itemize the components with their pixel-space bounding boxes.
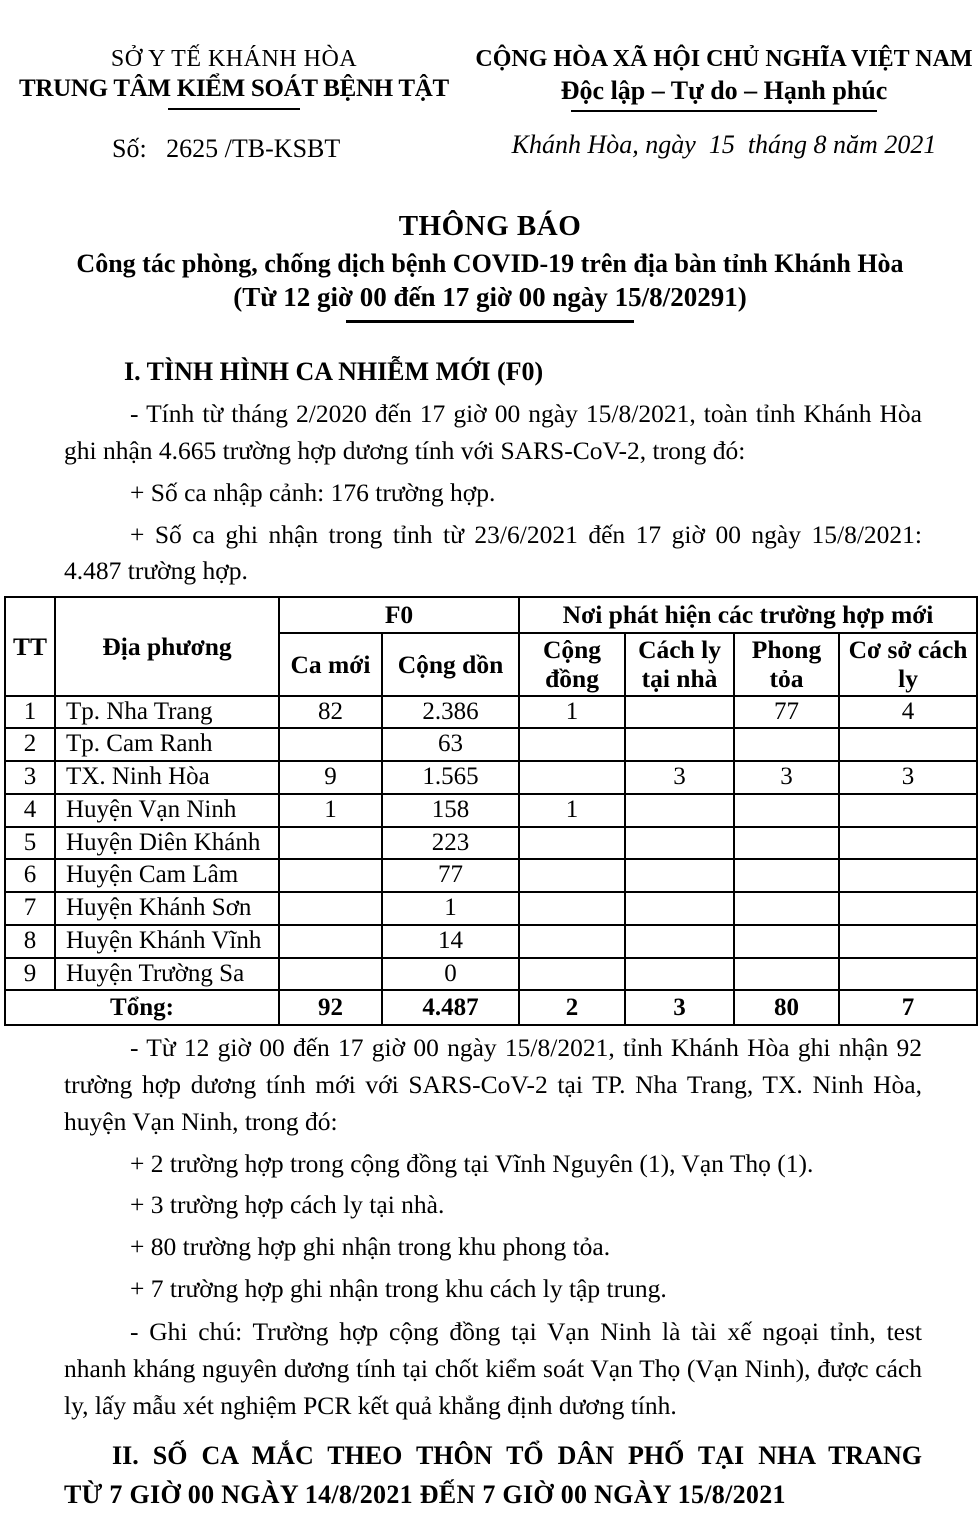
cell-community	[519, 925, 625, 958]
paragraph: + 3 trường hợp cách ly tại nhà.	[130, 1190, 445, 1220]
table-row	[5, 794, 977, 827]
cell-total-facility: 7	[839, 990, 977, 1025]
cell-total-label: Tổng:	[5, 990, 279, 1025]
col-header-cumulative: Cộng dồn	[382, 633, 519, 696]
cell-community	[519, 761, 625, 794]
cell-facility	[839, 958, 977, 991]
cell-tt: 4	[5, 794, 55, 827]
table-row	[5, 728, 977, 761]
cell-lockdown: 3	[734, 761, 839, 794]
document-timerange: (Từ 12 giờ 00 đến 17 giờ 00 ngày 15/8/20291)	[233, 282, 747, 312]
cell-new	[279, 827, 382, 860]
table-row	[5, 696, 977, 729]
cell-cumulative: 158	[382, 794, 519, 827]
paragraph: + 2 trường hợp trong cộng đồng tại Vĩnh Nguyên (1), Vạn Thọ (1).	[130, 1148, 814, 1178]
col-header-new-cases: Ca mới	[279, 633, 382, 696]
cell-tt: 2	[5, 728, 55, 761]
paragraph: + Số ca ghi nhận trong tỉnh từ 23/6/2021 đến 17 giờ 00 ngày 15/8/2021: 4.487 trường hợp.	[64, 519, 922, 586]
section-1	[0, 353, 980, 590]
cell-location: Tp. Cam Ranh	[55, 728, 279, 761]
document-subtitle: Công tác phòng, chống dịch bệnh COVID-19 trên địa bàn tỉnh Khánh Hòa	[76, 249, 904, 278]
paragraph: + 80 trường hợp ghi nhận trong khu phong tỏa.	[130, 1232, 611, 1261]
cell-total-cumulative: 4.487	[382, 990, 519, 1025]
col-header-tt: TT	[5, 597, 55, 696]
cell-new: 1	[279, 794, 382, 827]
cell-new	[279, 958, 382, 991]
cell-cumulative: 63	[382, 728, 519, 761]
col-header-lockdown: Phong tỏa	[734, 633, 839, 696]
cell-tt: 7	[5, 892, 55, 925]
paragraph: - Tính từ tháng 2/2020 đến 17 giờ 00 ngày 15/8/2021, toàn tỉnh Khánh Hòa ghi nhận 4.665 trường hợp dương tính với SARS-CoV-2, trong đó:	[64, 399, 922, 466]
table-row	[5, 761, 977, 794]
cell-tt: 8	[5, 925, 55, 958]
cell-cumulative: 1.565	[382, 761, 519, 794]
col-header-facility: Cơ sở cách ly	[839, 633, 977, 696]
org-underline	[168, 108, 300, 110]
cell-cumulative: 1	[382, 892, 519, 925]
section-1-continued	[0, 1030, 980, 1513]
col-group-place: Nơi phát hiện các trường hợp mới	[519, 597, 977, 633]
cell-total-home: 3	[625, 990, 734, 1025]
document-title: THÔNG BÁO	[398, 210, 582, 242]
cell-location: Huyện Trường Sa	[55, 958, 279, 991]
cell-new	[279, 728, 382, 761]
cell-home	[625, 696, 734, 729]
col-header-community: Cộng đồng	[519, 633, 625, 696]
national-motto-block	[468, 46, 980, 164]
cell-location: Tp. Nha Trang	[55, 696, 279, 729]
motto-underline	[571, 110, 877, 112]
paragraph: + Số ca nhập cảnh: 176 trường hợp.	[130, 477, 496, 507]
cell-home	[625, 892, 734, 925]
section-2-heading-line2: TỪ 7 GIỜ 00 NGÀY 14/8/2021 ĐẾN 7 GIỜ 00 NGÀY 15/8/2021	[64, 1480, 786, 1510]
table-row	[5, 925, 977, 958]
table-row	[5, 892, 977, 925]
col-header-home-quarantine: Cách ly tại nhà	[625, 633, 734, 696]
cell-tt: 3	[5, 761, 55, 794]
cell-location: TX. Ninh Hòa	[55, 761, 279, 794]
cell-cumulative: 223	[382, 827, 519, 860]
cell-tt: 1	[5, 696, 55, 729]
note-paragraph: - Ghi chú: Trường hợp cộng đồng tại Vạn Ninh là tài xế ngoại tỉnh, test nhanh kháng nguyên dương tính tại chốt kiểm soát Vạn Thọ (Vạn Ninh), được cách ly, lấy mẫu xét nghiệm PCR kết quả khẳng định dương tính.	[64, 1317, 922, 1420]
section-2-heading	[64, 1437, 922, 1513]
paragraph: - Từ 12 giờ 00 đến 17 giờ 00 ngày 15/8/2021, tỉnh Khánh Hòa ghi nhận 92 trường hợp dương tính mới với SARS-CoV-2 tại TP. Nha Trang, TX. Ninh Hòa, huyện Vạn Ninh, trong đó:	[64, 1033, 922, 1136]
cell-home	[625, 794, 734, 827]
cell-lockdown	[734, 728, 839, 761]
cell-location: Huyện Khánh Sơn	[55, 892, 279, 925]
cell-community: 1	[519, 794, 625, 827]
cell-community: 1	[519, 696, 625, 729]
table-total-row	[5, 990, 977, 1025]
cell-community	[519, 859, 625, 892]
cell-new	[279, 859, 382, 892]
section-1-heading: I. TÌNH HÌNH CA NHIỄM MỚI (F0)	[124, 357, 544, 386]
cell-cumulative: 2.386	[382, 696, 519, 729]
cell-facility	[839, 925, 977, 958]
cell-lockdown	[734, 794, 839, 827]
cell-facility	[839, 859, 977, 892]
cell-new: 9	[279, 761, 382, 794]
document-number: Số: 2625 /TB-KSBT	[112, 134, 341, 163]
cell-facility	[839, 728, 977, 761]
issuing-org-block	[0, 46, 468, 164]
cell-total-new: 92	[279, 990, 382, 1025]
cell-facility	[839, 794, 977, 827]
cell-facility: 4	[839, 696, 977, 729]
cell-lockdown	[734, 925, 839, 958]
title-underline	[346, 320, 634, 323]
cell-home: 3	[625, 761, 734, 794]
cell-community	[519, 728, 625, 761]
national-title: CỘNG HÒA XÃ HỘI CHỦ NGHĨA VIỆT NAM	[475, 46, 973, 72]
section-2-heading-line1: II. SỐ CA MẮC THEO THÔN TỔ DÂN PHỐ TẠI NHA TRANG	[112, 1440, 922, 1470]
place-date-line: Khánh Hòa, ngày 15 tháng 8 năm 2021	[511, 130, 937, 159]
cell-location: Huyện Vạn Ninh	[55, 794, 279, 827]
cell-facility: 3	[839, 761, 977, 794]
table-row	[5, 827, 977, 860]
cell-location: Huyện Diên Khánh	[55, 827, 279, 860]
document-title-block	[0, 210, 980, 323]
table-row	[5, 859, 977, 892]
cell-community	[519, 827, 625, 860]
org-name: TRUNG TÂM KIỂM SOÁT BỆNH TẬT	[19, 75, 449, 102]
cell-new: 82	[279, 696, 382, 729]
cell-facility	[839, 892, 977, 925]
national-motto: Độc lập – Tự do – Hạnh phúc	[560, 76, 888, 105]
cell-home	[625, 827, 734, 860]
cell-cumulative: 77	[382, 859, 519, 892]
cell-home	[625, 859, 734, 892]
cell-lockdown	[734, 892, 839, 925]
covid-case-table	[4, 596, 978, 1026]
paragraph: + 7 trường hợp ghi nhận trong khu cách ly tập trung.	[130, 1273, 667, 1303]
cell-community	[519, 958, 625, 991]
cell-lockdown	[734, 859, 839, 892]
cell-location: Huyện Cam Lâm	[55, 859, 279, 892]
col-group-f0: F0	[279, 597, 519, 633]
cell-lockdown: 77	[734, 696, 839, 729]
cell-facility	[839, 827, 977, 860]
document-header	[0, 46, 980, 164]
cell-cumulative: 14	[382, 925, 519, 958]
cell-location: Huyện Khánh Vĩnh	[55, 925, 279, 958]
cell-total-community: 2	[519, 990, 625, 1025]
cell-new	[279, 892, 382, 925]
col-header-location: Địa phương	[55, 597, 279, 696]
cell-home	[625, 728, 734, 761]
cell-cumulative: 0	[382, 958, 519, 991]
cell-home	[625, 925, 734, 958]
org-name-parent: SỞ Y TẾ KHÁNH HÒA	[110, 46, 358, 72]
cell-community	[519, 892, 625, 925]
cell-home	[625, 958, 734, 991]
cell-lockdown	[734, 958, 839, 991]
cell-total-lockdown: 80	[734, 990, 839, 1025]
cell-tt: 9	[5, 958, 55, 991]
cell-tt: 6	[5, 859, 55, 892]
cell-tt: 5	[5, 827, 55, 860]
cell-new	[279, 925, 382, 958]
table-row	[5, 958, 977, 991]
cell-lockdown	[734, 827, 839, 860]
